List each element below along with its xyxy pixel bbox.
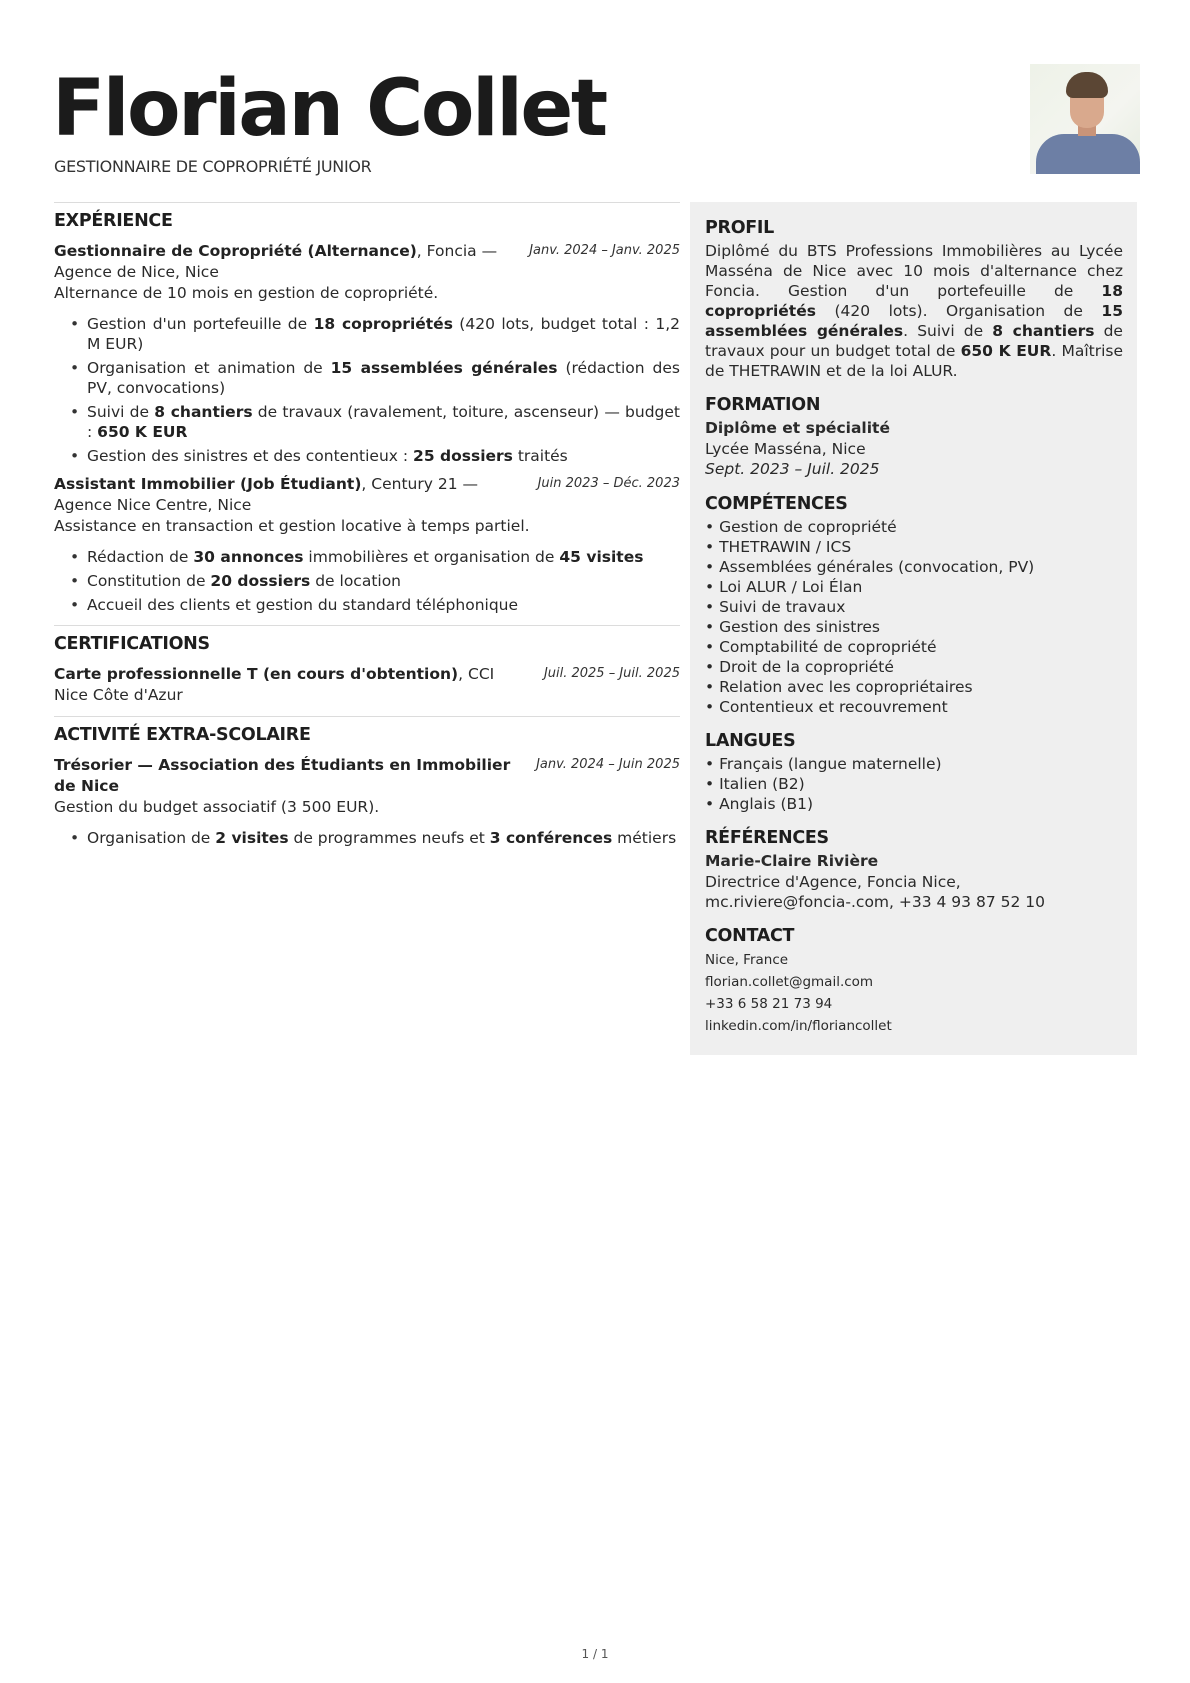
bullet-item: • Constitution de 20 dossiers de location [70, 571, 680, 591]
section-heading: RÉFÉRENCES [705, 828, 829, 848]
profile-photo [1030, 64, 1140, 174]
education-dates: Sept. 2023 – Juil. 2025 [705, 460, 880, 478]
page-number: 1 / 1 [581, 1647, 609, 1661]
sidebar [690, 202, 1137, 1055]
skill-item: • Assemblées générales (convocation, PV) [705, 557, 1123, 577]
candidate-name: Florian Collet [52, 64, 606, 154]
reference-name: Marie-Claire Rivière [705, 852, 879, 870]
photo-shirt-shape [1036, 134, 1140, 174]
entry-bullets [54, 314, 680, 466]
profile-section [705, 218, 1123, 381]
section-heading: CERTIFICATIONS [54, 634, 210, 654]
bullet-item: • Gestion d'un portefeuille de 18 copropriétés (420 lots, budget total : 1,2 M EUR) [70, 314, 680, 354]
section-heading: COMPÉTENCES [705, 494, 848, 514]
skill-item: • Comptabilité de copropriété [705, 637, 1123, 657]
extracurricular-entry [54, 755, 680, 848]
entry-org: , CCI Nice Côte d'Azur [54, 665, 495, 704]
language-item: • Anglais (B1) [705, 794, 1123, 814]
skill-item: • Relation avec les copropriétaires [705, 677, 1123, 697]
contact-linkedin[interactable]: linkedin.com/in/floriancollet [705, 1018, 892, 1034]
degree: Diplôme et spécialité [705, 419, 890, 437]
entry-org: , Century 21 — Agence Nice Centre, Nice [54, 475, 478, 514]
photo-hair-shape [1066, 72, 1108, 98]
language-item: • Français (langue maternelle) [705, 754, 1123, 774]
entry-role: Carte professionnelle T (en cours d'obtention) [54, 665, 459, 683]
language-item: • Italien (B2) [705, 774, 1123, 794]
bullet-item: • Gestion des sinistres et des contentieux : 25 dossiers traités [70, 446, 680, 466]
entry-title [54, 664, 524, 706]
experience-section [54, 202, 680, 615]
bullet-item: • Suivi de 8 chantiers de travaux (ravalement, toiture, ascenseur) — budget : 650 K EUR [70, 402, 680, 442]
section-heading: EXPÉRIENCE [54, 211, 173, 231]
references-section [705, 828, 1123, 912]
bullet-item: • Accueil des clients et gestion du standard téléphonique [70, 595, 680, 615]
entry-date: Juin 2023 – Déc. 2023 [537, 476, 680, 491]
extracurricular-section [54, 716, 680, 848]
entry-org: , Foncia — Agence de Nice, Nice [54, 242, 498, 281]
entry-date: Janv. 2024 – Janv. 2025 [529, 243, 680, 258]
section-heading: LANGUES [705, 731, 796, 751]
skills-list [705, 517, 1123, 717]
skill-item: • THETRAWIN / ICS [705, 537, 1123, 557]
school: Lycée Masséna, Nice [705, 440, 866, 458]
reference-details: Directrice d'Agence, Foncia Nice, mc.riviere@foncia-.com, +33 4 93 87 52 10 [705, 873, 1045, 911]
job-title: GESTIONNAIRE DE COPROPRIÉTÉ JUNIOR [54, 157, 372, 176]
entry-title [54, 474, 524, 516]
entry-title [54, 755, 534, 797]
bullet-item: • Organisation et animation de 15 assemblées générales (rédaction des PV, convocations) [70, 358, 680, 398]
contact-phone[interactable]: +33 6 58 21 73 94 [705, 996, 833, 1012]
languages-list [705, 754, 1123, 814]
contact-section [705, 926, 1123, 1037]
profile-summary: Diplômé du BTS Professions Immobilières au Lycée Masséna de Nice avec 10 mois d'alternance chez Foncia. Gestion d'un portefeuille de 18 copropriétés (420 lots). Organisation de 15 assemblées générales. Suivi de 8 chantiers de travaux pour un budget total de 650 K EUR. Maîtrise de THETRAWIN et de la loi ALUR. [705, 242, 1123, 380]
section-heading: PROFIL [705, 218, 774, 238]
section-heading: ACTIVITÉ EXTRA-SCOLAIRE [54, 725, 311, 745]
skill-item: • Gestion de copropriété [705, 517, 1123, 537]
entry-role: Trésorier — Association des Étudiants en Immobilier de Nice [54, 756, 511, 795]
section-heading: FORMATION [705, 395, 821, 415]
experience-entry [54, 474, 680, 615]
section-heading: CONTACT [705, 926, 795, 946]
contact-location: Nice, France [705, 952, 789, 968]
skills-section [705, 494, 1123, 717]
bullet-item: • Organisation de 2 visites de programmes neufs et 3 conférences métiers [70, 828, 680, 848]
entry-date: Janv. 2024 – Juin 2025 [536, 757, 680, 772]
skill-item: • Loi ALUR / Loi Élan [705, 577, 1123, 597]
contact-email[interactable]: florian.collet@gmail.com [705, 974, 874, 990]
languages-section [705, 731, 1123, 814]
education-section [705, 395, 1123, 480]
entry-bullets [54, 828, 680, 848]
skill-item: • Contentieux et recouvrement [705, 697, 1123, 717]
entry-date: Juil. 2025 – Juil. 2025 [543, 666, 680, 681]
certification-entry [54, 664, 680, 706]
main-column [54, 202, 680, 858]
entry-description: Assistance en transaction et gestion locative à temps partiel. [54, 517, 530, 535]
entry-role: Gestionnaire de Copropriété (Alternance) [54, 242, 417, 260]
skill-item: • Suivi de travaux [705, 597, 1123, 617]
entry-role: Assistant Immobilier (Job Étudiant) [54, 475, 362, 493]
entry-bullets [54, 547, 680, 615]
entry-title [54, 241, 524, 283]
skill-item: • Droit de la copropriété [705, 657, 1123, 677]
entry-description: Gestion du budget associatif (3 500 EUR). [54, 798, 380, 816]
experience-entry [54, 241, 680, 466]
skill-item: • Gestion des sinistres [705, 617, 1123, 637]
bullet-item: • Rédaction de 30 annonces immobilières et organisation de 45 visites [70, 547, 680, 567]
certifications-section [54, 625, 680, 706]
entry-description: Alternance de 10 mois en gestion de copropriété. [54, 284, 439, 302]
